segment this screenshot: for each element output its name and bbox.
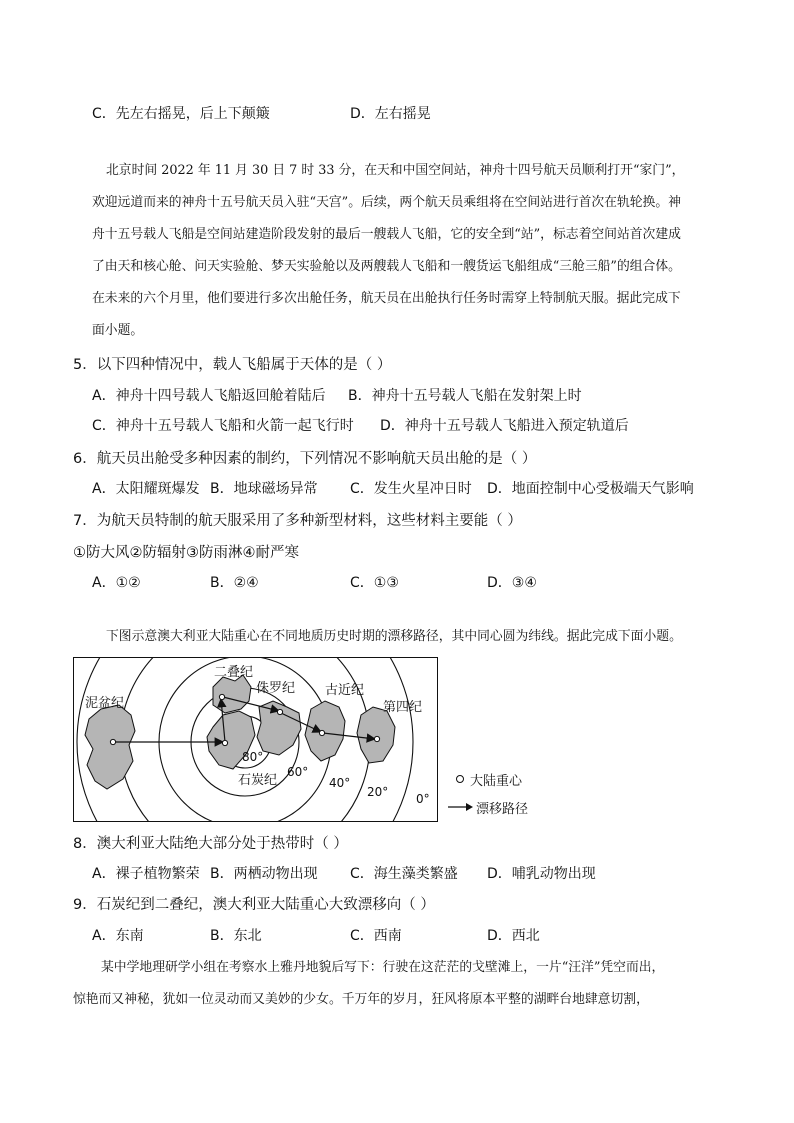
legend-path-label: 漂移路径	[476, 802, 529, 817]
question-8-option-c: C．海生藻类繁盛	[350, 866, 458, 882]
latitude-label-0: 0°	[416, 792, 430, 806]
question-7-option-b: B．②④	[210, 575, 259, 591]
question-6-option-d: D．地面控制中心受极端天气影响	[487, 481, 694, 497]
question-9-option-d: D．西北	[487, 928, 540, 944]
question-8-option-b: B．两栖动物出现	[210, 866, 318, 882]
legend-path	[448, 798, 528, 817]
latitude-label-80: 80°	[242, 750, 264, 764]
passage-1-line: 面小题。	[92, 323, 144, 338]
question-6-option-c: C．发生火星冲日时	[350, 481, 472, 497]
question-8-stem: 8．澳大利亚大陆绝大部分处于热带时（ ）	[73, 836, 348, 852]
question-7-option-c: C．①③	[350, 575, 399, 591]
question-6-option-a: A．太阳耀斑爆发	[92, 481, 200, 497]
label-quaternary: 第四纪	[383, 700, 423, 715]
latitude-label-60: 60°	[287, 765, 309, 779]
question-7-items: ①防大风②防辐射③防雨淋④耐严寒	[73, 545, 299, 561]
question-7-option-d: D．③④	[487, 575, 537, 591]
legend-arrow-icon	[448, 802, 474, 812]
passage-1	[92, 155, 684, 347]
question-5-option-a: A．神舟十四号载人飞船返回舱着陆后	[92, 388, 326, 404]
question-6-option-b: B．地球磁场异常	[210, 481, 318, 497]
question-5-option-c: C．神舟十五号载人飞船和火箭一起飞行时	[92, 418, 354, 434]
passage-2: 下图示意澳大利亚大陆重心在不同地质历史时期的漂移路径，其中同心圆为纬线。据此完成下面小题。	[106, 629, 682, 644]
label-paleogene: 古近纪	[325, 683, 365, 698]
passage-1-line: 了由天和核心舱、问天实验舱、梦天实验舱以及两艘载人飞船和一艘货运飞船组成“三舱三船”的组合体。	[92, 259, 681, 274]
legend-center-symbol-icon	[456, 775, 464, 783]
option-d: D．左右摇晃	[350, 106, 431, 122]
option-c: C．先左右摇晃，后上下颠簸	[92, 106, 270, 122]
label-carboniferous: 石炭纪	[238, 773, 278, 788]
passage-3	[73, 952, 664, 1016]
question-5-option-d: D．神舟十五号载人飞船进入预定轨道后	[380, 418, 629, 434]
question-9-option-c: C．西南	[350, 928, 402, 944]
question-8-option-d: D．哺乳动物出现	[487, 866, 596, 882]
passage-3-line: 某中学地理研学小组在考察水上雅丹地貌后写下：行驶在这茫茫的戈壁滩上，一片“汪洋”凭空而出，	[101, 960, 665, 975]
latitude-label-40: 40°	[329, 776, 351, 790]
question-5-option-b: B．神舟十五号载人飞船在发射架上时	[348, 388, 582, 404]
label-jurassic: 侏罗纪	[256, 681, 296, 696]
question-8-option-a: A．裸子植物繁荣	[92, 866, 200, 882]
question-7-option-a: A．①②	[92, 575, 141, 591]
passage-1-line: 在未来的六个月里，他们要进行多次出舱任务，航天员在出舱执行任务时需穿上特制航天服。据此完成下	[92, 291, 681, 306]
question-9-option-a: A．东南	[92, 928, 144, 944]
label-permian: 二叠纪	[214, 665, 254, 680]
question-5-stem: 5．以下四种情况中，载人飞船属于天体的是（ ）	[73, 357, 392, 373]
latitude-label-20: 20°	[367, 785, 389, 799]
question-7-stem: 7．为航天员特制的航天服采用了多种新型材料，这些材料主要能（ ）	[73, 513, 522, 529]
question-6-stem: 6．航天员出舱受多种因素的制约，下列情况不影响航天员出舱的是（ ）	[73, 451, 537, 467]
legend-center-label: 大陆重心	[470, 774, 523, 789]
passage-1-line: 北京时间 2022 年 11 月 30 日 7 时 33 分，在天和中国空间站，神舟十四号航天员顺利打开“家门”，	[106, 163, 685, 178]
question-9-stem: 9．石炭纪到二叠纪，澳大利亚大陆重心大致漂移向（ ）	[73, 897, 435, 913]
drift-map	[73, 657, 438, 822]
legend-center	[456, 770, 522, 789]
question-9-option-b: B．东北	[210, 928, 262, 944]
passage-3-line: 惊艳而又神秘，犹如一位灵动而又美妙的少女。千万年的岁月，狂风将原本平整的湖畔台地肆意切割，	[73, 992, 649, 1007]
passage-1-line: 欢迎远道而来的神舟十五号航天员入驻“天宫”。后续，两个航天员乘组将在空间站进行首次在轨轮换。神	[92, 195, 681, 210]
label-devonian: 泥盆纪	[85, 696, 125, 711]
passage-1-line: 舟十五号载人飞船是空间站建造阶段发射的最后一艘载人飞船，它的安全到“站”，标志着空间站首次建成	[92, 227, 681, 242]
